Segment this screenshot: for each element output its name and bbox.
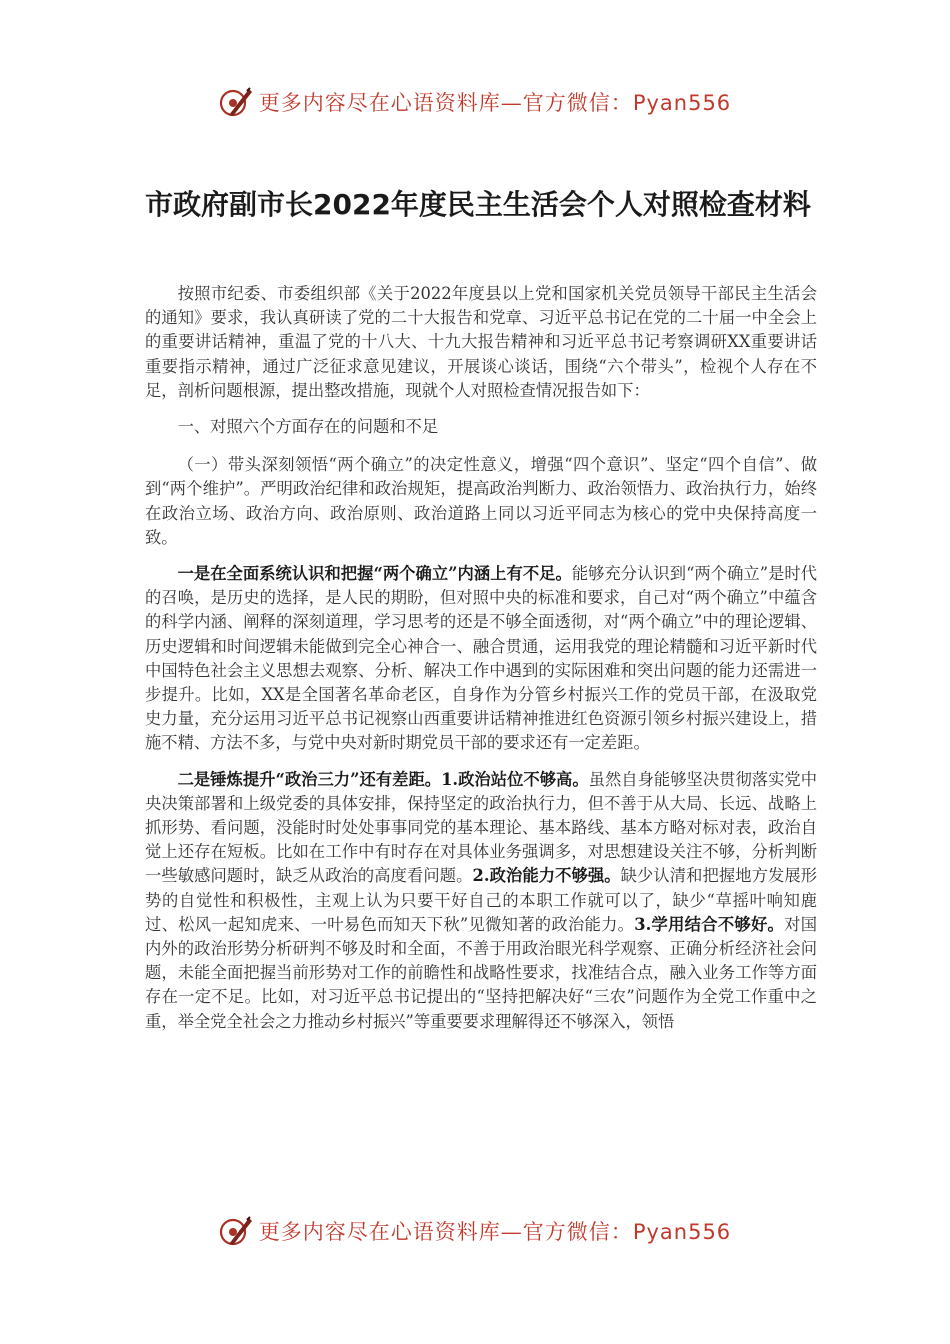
intro-paragraph: 按照市纪委、市委组织部《关于2022年度县以上党和国家机关党员领导干部民主生活会的通知》要求，我认真研读了党的二十大报告和党章、习近平总书记在党的二十届一中全会上的重要讲话精神，重温了党的十八大、十九大报告精神和习近平总书记考察调研XX重要讲话重要指示精神，通过广泛征求意见建议，开展谈心谈话，围绕“六个带头”，检视个人存在不足，剖析问题根源，提出整改措施，现就个人对照检查情况报告如下： [145,284,817,400]
point-two-sub3-lead: 3.学用结合不够好。 [634,914,785,934]
document-body [145,282,817,1046]
subsection-paragraph: （一）带头深刻领悟“两个确立”的决定性意义，增强“四个意识”、坚定“四个自信”、做到“两个维护”。严明政治纪律和政治规矩，提高政治判断力、政治领悟力、政治执行力，始终在政治立场、政治方向、政治原则、政治道路上同以习近平同志为核心的党中央保持高度一致。 [145,455,817,547]
point-one-body: 能够充分认识到“两个确立”是时代的召唤，是历史的选择，是人民的期盼，但对照中央的标准和要求，自己对“两个确立”中蕴含的科学内涵、阐释的深刻道理，学习思考的还是不够全面透彻，对“两个确立”中的理论逻辑、历史逻辑和时间逻辑未能做到完全心神合一、融合贯通，运用我党的理论精髓和习近平新时代中国特色社会主义思想去观察、分析、解决工作中遇到的实际困难和突出问题的能力还需进一步提升。比如，XX是全国著名革命老区，自身作为分管乡村振兴工作的党员干部，在汲取党史力量，充分运用习近平总书记视察山西重要讲话精神推进红色资源引领乡村振兴建设上，措施不精、方法不多，与党中央对新时期党员干部的要求还有一定差距。 [145,564,818,753]
point-two-sub1-body: 虽然自身能够坚决贯彻落实党中央决策部署和上级党委的具体安排，保持坚定的政治执行力，但不善于从大局、长远、战略上抓形势、看问题，没能时时处处事事同党的基本理论、基本路线、基本方略对标对表，政治自觉上还存在短板。比如在工作中有时存在对具体业务强调多，对思想建设关注不够，分析判断一些敏感问题时，缺乏从政治的高度看问题。 [145,769,817,886]
point-two-sub2-body: 缺少认清和把握地方发展形势的自觉性和积极性，主观上认为只要干好自己的本职工作就可以了，缺少“草摇叶响知鹿过、松风一起知虎来、一叶易色而知天下秋”见微知著的政治能力。 [145,866,817,934]
watermark-text: 更多内容尽在心语资料库—官方微信：Pyan556 [258,1220,732,1244]
point-two-sub1-lead: 1.政治站位不够高。 [441,769,589,789]
point-one-lead: 一是在全面系统认识和把握“两个确立”内涵上有不足。 [177,564,572,584]
watermark-header [0,82,950,122]
watermark-footer [0,1211,950,1251]
point-two-sub3-body: 对国内外的政治形势分析研判不够及时和全面，不善于用政治眼光科学观察、正确分析经济社会问题，未能全面把握当前形势对工作的前瞻性和战略性要求，找准结合点，融入业务工作等方面存在一定不足。比如，对习近平总书记提出的“坚持把解决好“三农”问题作为全党工作重中之重，举全党全社会之力推动乡村振兴”等重要要求理解得还不够深入，领悟 [145,914,817,1031]
document-title: 市政府副市长2022年度民主生活会个人对照检查材料 [145,188,811,221]
pen-logo-icon [219,85,253,119]
section-heading: 一、对照六个方面存在的问题和不足 [177,417,439,437]
watermark-wechat-id: Pyan556 [632,91,732,115]
point-two-paragraph [145,768,817,1034]
point-two-sub2-lead: 2.政治能力不够强。 [472,866,621,886]
watermark-wechat-id: Pyan556 [632,1220,732,1244]
watermark-text: 更多内容尽在心语资料库—官方微信：Pyan556 [258,91,732,115]
point-two-lead: 二是锤炼提升“政治三力”还有差距。 [177,769,442,789]
pen-logo-icon [219,1214,253,1248]
point-one-paragraph [145,562,817,756]
